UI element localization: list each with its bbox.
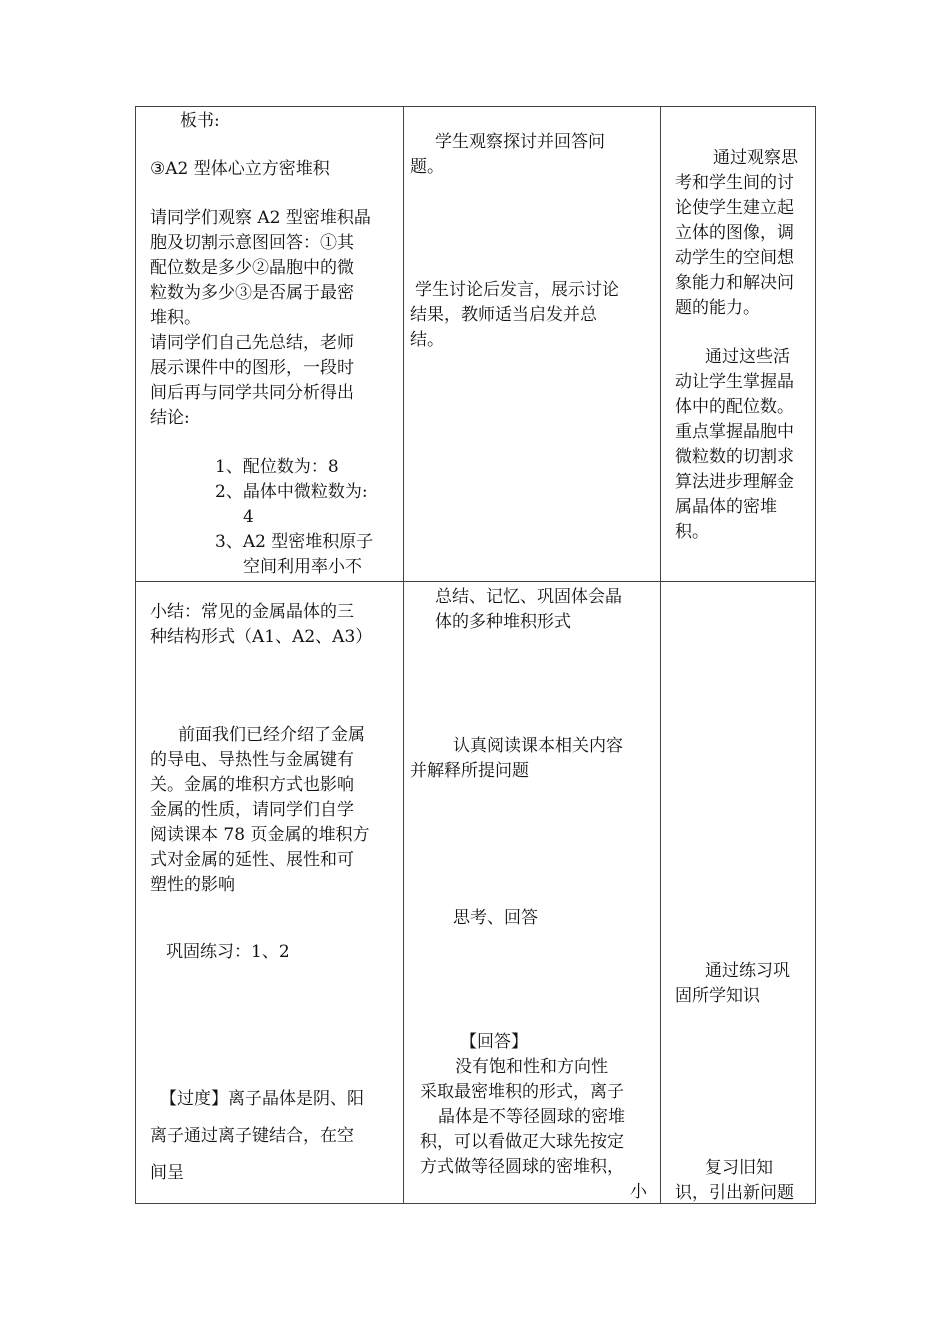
transition-line: 【过度】离子晶体是阴、阳 — [160, 1089, 364, 1109]
text-line: 展示课件中的图形，一段时 — [150, 358, 354, 378]
text-line: 考和学生间的讨 — [675, 173, 794, 193]
text-line: 间后再与同学共同分析得出 — [150, 383, 354, 403]
exercise-line: 巩固练习：1、2 — [166, 942, 290, 962]
answer-line: 方式做等径圆球的密堆积， — [420, 1157, 624, 1177]
text-line: 通过练习巩 — [705, 961, 790, 981]
text-line: 动学生的空间想 — [675, 248, 794, 268]
text-line: 请同学们观察 A2 型密堆积晶 — [150, 208, 371, 228]
answer-line: 晶体是不等径圆球的密堆 — [438, 1107, 625, 1127]
text-line: 胞及切割示意图回答：①其 — [150, 233, 354, 253]
text-line: 前面我们已经介绍了金属 — [178, 725, 365, 745]
answer-line: 积，可以看做疋大球先按定 — [420, 1132, 624, 1152]
text-line: 识，引出新问题 — [675, 1183, 794, 1203]
answer-line: 没有饱和性和方向性 — [455, 1057, 608, 1077]
text-line: 堆积。 — [150, 308, 201, 328]
text-line: 结论: — [150, 408, 190, 428]
answer-line: 采取最密堆积的形式，离子 — [420, 1082, 624, 1102]
text-line: 学生讨论后发言，展示讨论 — [415, 280, 619, 300]
text-line: 结。 — [410, 330, 444, 350]
text-line: 并解释所提问题 — [410, 761, 529, 781]
row-divider — [136, 581, 815, 582]
text-line: 式对金属的延性、展性和可 — [150, 850, 354, 870]
text-line: 思考、回答 — [453, 908, 538, 928]
text-line: 阅读课本 78 页金属的堆积方 — [150, 825, 370, 845]
text-line: 题。 — [410, 157, 444, 177]
column-divider-1 — [403, 107, 404, 1203]
text-line: 通过这些活 — [705, 347, 790, 367]
text-line: 的导电、导热性与金属键有 — [150, 750, 354, 770]
conclusion-item: 1、配位数为：8 — [215, 457, 339, 477]
text-line: 积。 — [675, 522, 709, 542]
text-line: 动让学生掌握晶 — [675, 372, 794, 392]
text-line: 微粒数的切割求 — [675, 447, 794, 467]
text-line: 结果，教师适当启发并总 — [410, 305, 597, 325]
text-line: 认真阅读课本相关内容 — [453, 736, 623, 756]
text-line: 立体的图像，调 — [675, 223, 794, 243]
answer-label: 【回答】 — [460, 1032, 528, 1052]
text-line: 体中的配位数。 — [675, 397, 794, 417]
summary-line: 小结：常见的金属晶体的三 — [150, 602, 354, 622]
conclusion-item: 3、A2 型密堆积原子 — [215, 532, 374, 552]
text-line: 体的多种堆积形式 — [435, 612, 571, 632]
blackboard-label: 板书: — [180, 111, 220, 131]
text-line: 总结、记忆、巩固体会晶 — [435, 587, 622, 607]
text-line: 请同学们自己先总结，老师 — [150, 333, 354, 353]
text-line: 固所学知识 — [675, 986, 760, 1006]
text-line: 通过观察思 — [713, 148, 798, 168]
text-line: 重点掌握晶胞中 — [675, 422, 794, 442]
text-line: 关。金属的堆积方式也影响 — [150, 775, 354, 795]
text-line: 塑性的影响 — [150, 875, 235, 895]
answer-line: 小 — [630, 1182, 647, 1202]
text-line: 属晶体的密堆 — [675, 497, 777, 517]
summary-line: 种结构形式（A1、A2、A3） — [150, 627, 373, 647]
text-line: 复习旧知 — [705, 1158, 773, 1178]
text-line: 算法进步理解金 — [675, 472, 794, 492]
conclusion-item: 2、晶体中微粒数为: — [215, 482, 368, 502]
text-line: 题的能力。 — [675, 298, 760, 318]
text-line: 金属的性质，请同学们自学 — [150, 800, 354, 820]
text-line: 粒数为多少③是否属于最密 — [150, 283, 354, 303]
text-line: 象能力和解决问 — [675, 273, 794, 293]
conclusion-item-cont: 4 — [243, 507, 254, 527]
column-divider-2 — [660, 107, 661, 1203]
transition-line: 离子通过离子键结合，在空 — [150, 1126, 354, 1146]
text-line: 配位数是多少②晶胞中的微 — [150, 258, 354, 278]
text-line: 论使学生建立起 — [675, 198, 794, 218]
conclusion-item-cont: 空间利用率小不 — [243, 557, 362, 577]
transition-line: 间呈 — [150, 1163, 184, 1183]
text-line: 学生观察探讨并回答问 — [435, 132, 605, 152]
text-line: ③A2 型体心立方密堆积 — [150, 159, 330, 179]
